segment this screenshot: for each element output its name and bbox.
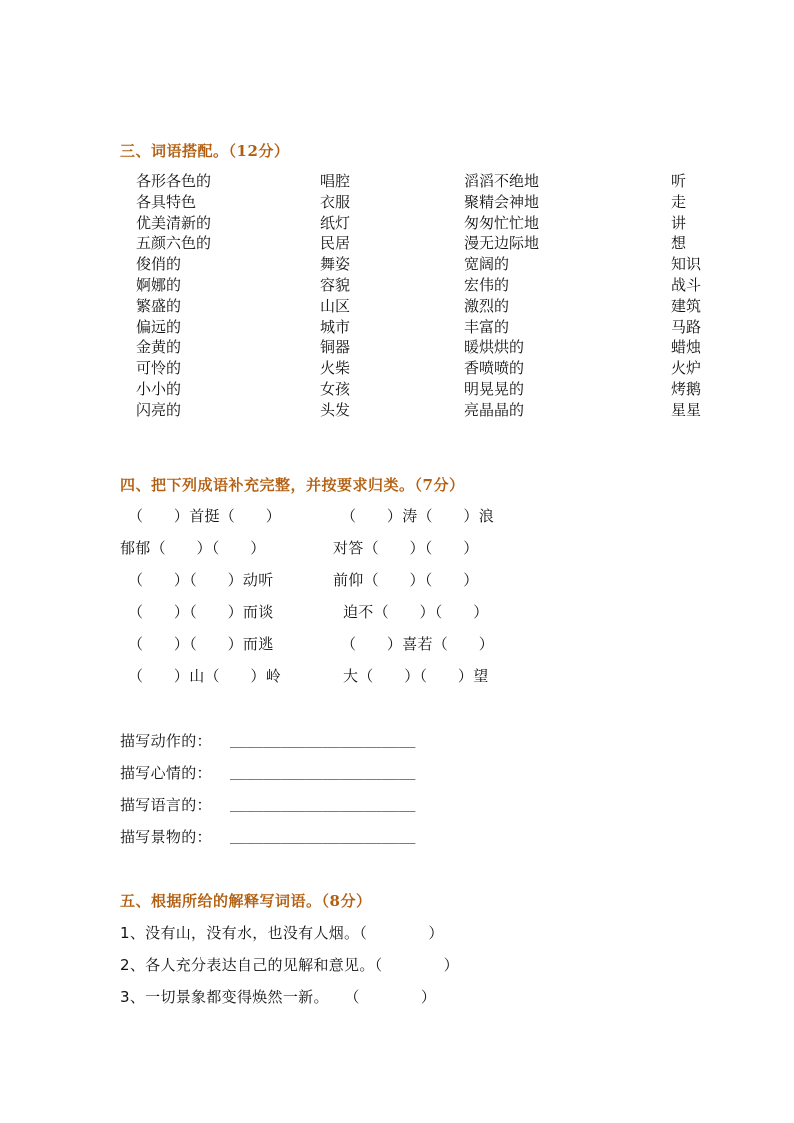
category-label: 描写景物的： — [120, 828, 212, 846]
match-word-col3: 宏伟的 — [464, 276, 510, 294]
match-word-col3: 匆匆忙忙地 — [464, 213, 540, 232]
match-word-col1: 各具特色 — [136, 192, 197, 211]
match-word-col3: 漫无边际地 — [464, 234, 540, 253]
match-word-col1: 闪亮的 — [136, 400, 182, 419]
definition-question[interactable]: 3、一切景象都变得焕然一新。 （ ） — [120, 988, 437, 1006]
match-word-col1: 金黄的 — [136, 338, 182, 357]
match-word-col4: 火炉 — [671, 359, 702, 378]
match-word-col4: 听 — [671, 172, 687, 190]
category-answer-line[interactable]: ______________________ — [230, 796, 416, 812]
category-label: 描写心情的： — [120, 764, 212, 782]
match-word-col4: 马路 — [671, 317, 702, 336]
section5-heading: 五、根据所给的解释写词语。（8分） — [120, 892, 372, 910]
match-word-col2: 舞姿 — [320, 255, 351, 274]
match-word-col3: 聚精会神地 — [464, 192, 540, 211]
match-word-col3: 香喷喷的 — [464, 359, 525, 378]
match-word-col1: 各形各色的 — [136, 172, 212, 190]
idiom-blank-right[interactable]: （ ）涛（ ）浪 — [341, 507, 495, 525]
match-word-col2: 城市 — [320, 317, 351, 336]
idiom-blank-right[interactable]: （ ）喜若（ ） — [341, 635, 495, 653]
definition-question[interactable]: 2、各人充分表达自己的见解和意见。（ ） — [120, 956, 459, 974]
idiom-blank-right[interactable]: 前仰（ ）（ ） — [333, 571, 479, 589]
category-answer-line[interactable]: ______________________ — [230, 732, 416, 748]
idiom-blank-left[interactable]: （ ）山（ ）岭 — [128, 667, 282, 685]
match-word-col1: 优美清新的 — [136, 213, 212, 232]
match-word-col2: 女孩 — [320, 380, 351, 398]
match-word-col3: 暖烘烘的 — [464, 338, 525, 357]
match-word-col1: 偏远的 — [136, 317, 182, 336]
match-word-col3: 激烈的 — [464, 296, 510, 315]
match-word-col1: 俊俏的 — [136, 255, 182, 274]
section4-heading: 四、把下列成语补充完整，并按要求归类。（7分） — [120, 476, 465, 494]
match-word-col3: 宽阔的 — [464, 255, 510, 274]
match-word-col4: 走 — [671, 192, 687, 211]
match-word-col1: 可怜的 — [136, 359, 182, 378]
category-label: 描写语言的： — [120, 796, 212, 814]
match-word-col2: 火柴 — [320, 359, 351, 378]
match-word-col1: 婀娜的 — [136, 276, 182, 294]
idiom-blank-left[interactable]: （ ）（ ）而逃 — [128, 635, 274, 653]
match-word-col4: 烤鹅 — [671, 380, 702, 398]
match-word-col2: 纸灯 — [320, 213, 351, 232]
idiom-blank-right[interactable]: 大（ ）（ ）望 — [343, 667, 489, 685]
match-word-col3: 滔滔不绝地 — [464, 172, 540, 190]
idiom-blank-left[interactable]: （ ）首挺（ ） — [128, 507, 282, 525]
match-word-col4: 讲 — [671, 213, 687, 232]
match-word-col2: 容貌 — [320, 276, 351, 294]
category-label: 描写动作的： — [120, 732, 212, 750]
match-word-col1: 五颜六色的 — [136, 234, 212, 253]
category-answer-line[interactable]: ______________________ — [230, 764, 416, 780]
match-word-col1: 繁盛的 — [136, 296, 182, 315]
idiom-blank-left[interactable]: 郁郁（ ）（ ） — [120, 539, 266, 557]
match-word-col2: 山区 — [320, 296, 351, 315]
match-word-col2: 头发 — [320, 400, 351, 419]
match-word-col4: 星星 — [671, 400, 702, 419]
match-word-col3: 亮晶晶的 — [464, 400, 525, 419]
definition-question[interactable]: 1、没有山，没有水，也没有人烟。（ ） — [120, 924, 444, 942]
section3-heading: 三、词语搭配。（12分） — [120, 142, 290, 160]
match-word-col4: 想 — [671, 234, 687, 253]
idiom-blank-left[interactable]: （ ）（ ）而谈 — [128, 603, 274, 621]
match-word-col2: 衣服 — [320, 192, 351, 211]
match-word-col2: 铜器 — [320, 338, 351, 357]
idiom-blank-right[interactable]: 对答（ ）（ ） — [333, 539, 479, 557]
match-word-col4: 战斗 — [671, 276, 702, 294]
match-word-col4: 蜡烛 — [671, 338, 702, 357]
match-word-col2: 唱腔 — [320, 172, 351, 190]
match-word-col3: 丰富的 — [464, 317, 510, 336]
match-word-col3: 明晃晃的 — [464, 380, 525, 398]
match-word-col2: 民居 — [320, 234, 351, 253]
idiom-blank-left[interactable]: （ ）（ ）动听 — [128, 571, 274, 589]
match-word-col4: 知识 — [671, 255, 702, 274]
match-word-col1: 小小的 — [136, 380, 182, 398]
category-answer-line[interactable]: ______________________ — [230, 828, 416, 844]
match-word-col4: 建筑 — [671, 296, 702, 315]
idiom-blank-right[interactable]: 迫不（ ）（ ） — [343, 603, 489, 621]
